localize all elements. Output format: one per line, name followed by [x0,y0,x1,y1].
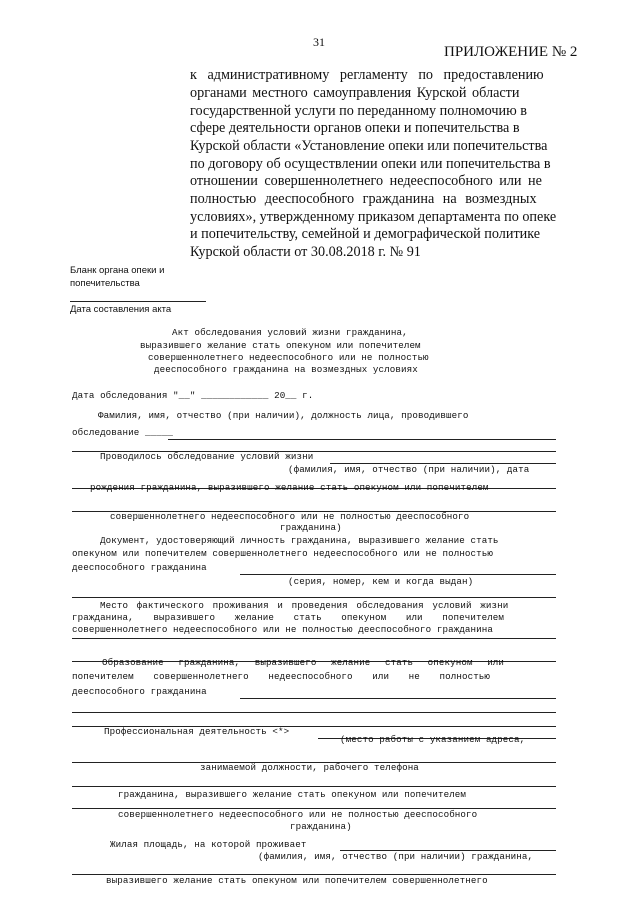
education-line3: дееспособного гражданина [72,686,207,697]
incapable-line2: гражданина) [280,522,342,533]
act-date-label: Дата составления акта [70,304,172,315]
act-title-line4: дееспособного гражданина на возмездных условиях [154,364,418,375]
education-line1: Образование гражданина, выразившего желание стать опекуном или [102,657,505,668]
residence-line1: Место фактического проживания и проведения обследования условий жизни [100,600,509,611]
survey-date: Дата обследования "__" ____________ 20__ г. [72,390,314,401]
prof-label: Профессиональная деятельность <*> [104,726,290,737]
doc-fill-line2[interactable] [72,597,556,598]
fio-hint: (фамилия, имя, отчество (при наличии), дата [288,464,530,475]
doc-fill-line[interactable] [240,574,556,575]
prof-hint: (место работы с указанием адреса, [340,734,526,745]
appendix-line: по договору об осуществлении опеки или попечительства в [190,156,551,172]
living-hint: (фамилия, имя, отчество (при наличии) гражданина, [258,851,534,862]
act-title-line3: совершеннолетнего недееспособного или не полностью [148,352,429,363]
residence-line3: совершеннолетнего недееспособного или не полностью дееспособного гражданина [72,624,494,635]
appendix-line: органами местного самоуправления Курской области [190,85,520,101]
position-hint: занимаемой должности, рабочего телефона [200,762,419,773]
incapable-line1: совершеннолетнего недееспособного или не полностью дееспособного [110,511,470,522]
appendix-line: и попечительству, семейной и демографической политике [190,226,541,242]
doc-hint: (серия, номер, кем и когда выдан) [288,576,474,587]
conducted-label: Проводилось обследование условий жизни [100,451,314,462]
incapable-hint1: совершеннолетнего недееспособного или не полностью дееспособного [118,809,478,820]
living-label: Жилая площадь, на которой проживает [110,839,307,850]
last-line: выразившего желание стать опекуном или попечителем совершеннолетнего [106,875,488,886]
act-title-line2: выразившего желание стать опекуном или попечителем [140,340,421,351]
act-date-underline [70,301,206,302]
blank-label-line1: Бланк органа опеки и [70,265,165,276]
inspector-fill-line[interactable] [168,439,556,440]
blank-label-line2: попечительства [70,278,140,289]
appendix-line: отношении совершеннолетнего недееспособного или не [190,173,542,189]
appendix-line: к административному регламенту по предоставлению [190,67,544,83]
incapable-hint2: гражданина) [290,821,352,832]
page-number: 31 [313,35,325,49]
appendix-title: ПРИЛОЖЕНИЕ № 2 [444,44,578,60]
residence-line2: гражданина, выразившего желание стать опекуном или попечителем [72,612,505,623]
citizen-hint: гражданина, выразившего желание стать опекуном или попечителем [118,789,467,800]
residence-fill-line[interactable] [72,638,556,639]
education-fill-line2[interactable] [72,712,556,713]
inspector-line2: обследование _____ [72,427,174,438]
birth-line: рождения гражданина, выразившего желание стать опекуном или попечителем [90,482,489,493]
doc-line1: Документ, удостоверяющий личность гражданина, выразившего желание стать [100,535,499,546]
appendix-line: Курской области от 30.08.2018 г. № 91 [190,244,421,260]
appendix-line: сфере деятельности органов опеки и попечительства в [190,120,520,136]
doc-line3: дееспособного гражданина [72,562,207,573]
education-line2: попечителем совершеннолетнего недееспособного или не полностью [72,671,491,682]
doc-line2: опекуном или попечителем совершеннолетнего недееспособного или не полностью [72,548,494,559]
education-fill-line[interactable] [240,698,556,699]
appendix-line: условиях», утвержденному приказом департамента по опеке [190,209,557,225]
appendix-line: государственной услуги по переданному полномочию в [190,103,527,119]
inspector-line1: Фамилия, имя, отчество (при наличии), должность лица, проводившего [98,410,469,421]
appendix-line: полностью дееспособного гражданина на возмездных [190,191,537,207]
appendix-line: Курской области «Установление опеки или попечительства [190,138,548,154]
prof-fill-line3[interactable] [72,786,556,787]
act-title-line1: Акт обследования условий жизни гражданина, [172,327,408,338]
